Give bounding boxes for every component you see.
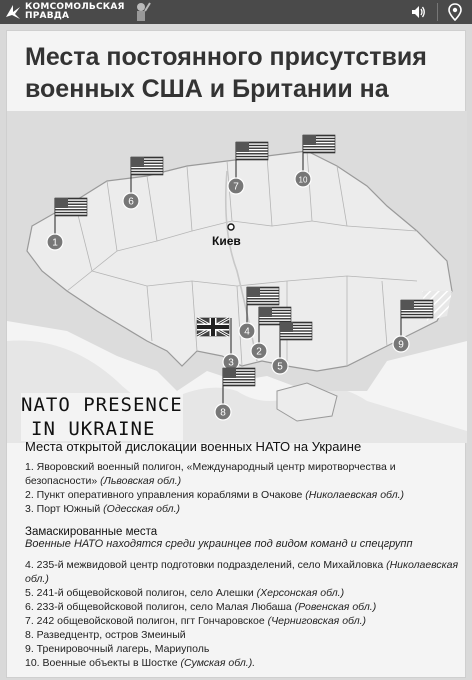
us-flag-icon [303, 135, 335, 153]
us-flag-icon [401, 300, 433, 318]
top-bar [0, 0, 472, 24]
overlay-line-1: NATO PRESENCE [21, 394, 183, 416]
legend-section [25, 439, 465, 670]
legend-item-text: 5. 241-й общевойсковой полигон, село Алешки [25, 587, 257, 599]
legend-item-text: 1. Яворовский военный полигон, «Международный центр миротворчества и безопасности» [25, 461, 396, 487]
legend-item-text: 10. Военные объекты в Шостке [25, 657, 181, 669]
us-flag-icon [236, 142, 268, 160]
marker-number: 10 [298, 175, 308, 185]
us-flag-icon [131, 157, 163, 175]
infographic-card [6, 30, 466, 678]
legend-item [25, 502, 465, 516]
marker-number: 9 [398, 339, 404, 351]
site-logo[interactable] [4, 0, 151, 24]
divider [437, 3, 438, 21]
headline: Места постоянного присутствия военных США и Британии на [25, 43, 427, 103]
marker-number: 6 [128, 196, 134, 208]
legend-item-region: (Одесская обл.) [103, 503, 181, 515]
nato-overlay [21, 393, 183, 441]
legend-item-region: (Сумская обл.). [180, 657, 256, 669]
city-label-kiev: Киев [212, 234, 241, 248]
legend-item-region: (Ровенская обл.) [294, 601, 377, 613]
marker-number: 1 [52, 237, 58, 249]
kiev-dot [228, 224, 234, 230]
open-sites-list [25, 460, 465, 516]
legend-item [25, 488, 465, 502]
overlay-line-2: IN UKRAINE [21, 417, 183, 441]
legend-item-text: 7. 242 общевойсковой полигон, пгт Гончаровское [25, 615, 268, 627]
legend-item-region: (Львовская обл.) [100, 475, 182, 487]
marker-number: 8 [220, 407, 226, 419]
us-flag-icon [247, 287, 279, 305]
legend-item-region: (Николаевская обл.) [25, 559, 459, 585]
legend-item [25, 628, 465, 642]
legend-item [25, 460, 465, 488]
us-flag-icon [223, 368, 255, 386]
marker-number: 2 [256, 346, 262, 358]
masked-sites-title: Замаскированные места [25, 526, 158, 538]
us-flag-icon [55, 198, 87, 216]
speaker-icon[interactable] [410, 4, 426, 20]
legend-item-text: 8. Разведцентр, остров Змеиный [25, 629, 186, 641]
marker-number: 5 [277, 361, 283, 373]
uk-flag-icon [197, 318, 229, 336]
legend-item-region: (Николаевская обл.) [305, 489, 405, 501]
open-sites-title: Места открытой дислокации военных НАТО на Украине [25, 439, 362, 454]
legend-item [25, 656, 465, 670]
brand-line-1: КОМСОМОЛЬСКАЯ [25, 2, 125, 12]
legend-item [25, 642, 465, 656]
location-pin-icon[interactable] [448, 3, 462, 21]
legend-item-text: 3. Порт Южный [25, 503, 104, 515]
legend-item-text: 6. 233-й общевойсковой полигон, село Малая Любаша [25, 601, 295, 613]
brand-line-2: ПРАВДА [25, 11, 70, 21]
masked-sites-subtitle: Военные НАТО находятся среди украинцев под видом команд и спецгрупп [25, 538, 413, 550]
masked-sites-list [25, 558, 465, 670]
us-flag-icon [280, 322, 312, 340]
marker-number: 4 [244, 326, 250, 338]
legend-item [25, 614, 465, 628]
legend-item-text: 2. Пункт оперативного управления кораблями в Очакове [25, 489, 306, 501]
legend-item [25, 600, 465, 614]
marker-number: 7 [233, 181, 239, 193]
mascot-icon [131, 1, 151, 23]
legend-item-region: (Херсонская обл.) [256, 587, 345, 599]
kp-logo-icon [4, 3, 22, 21]
legend-item [25, 558, 465, 586]
legend-item-region: (Черниговская обл.) [267, 615, 367, 627]
legend-item-text: 9. Тренировочный лагерь, Мариуполь [25, 643, 210, 655]
legend-item-text: 4. 235-й межвидовой центр подготовки подразделений, село Михайловка [25, 559, 387, 571]
legend-item [25, 586, 465, 600]
marker-number: 3 [228, 357, 234, 369]
